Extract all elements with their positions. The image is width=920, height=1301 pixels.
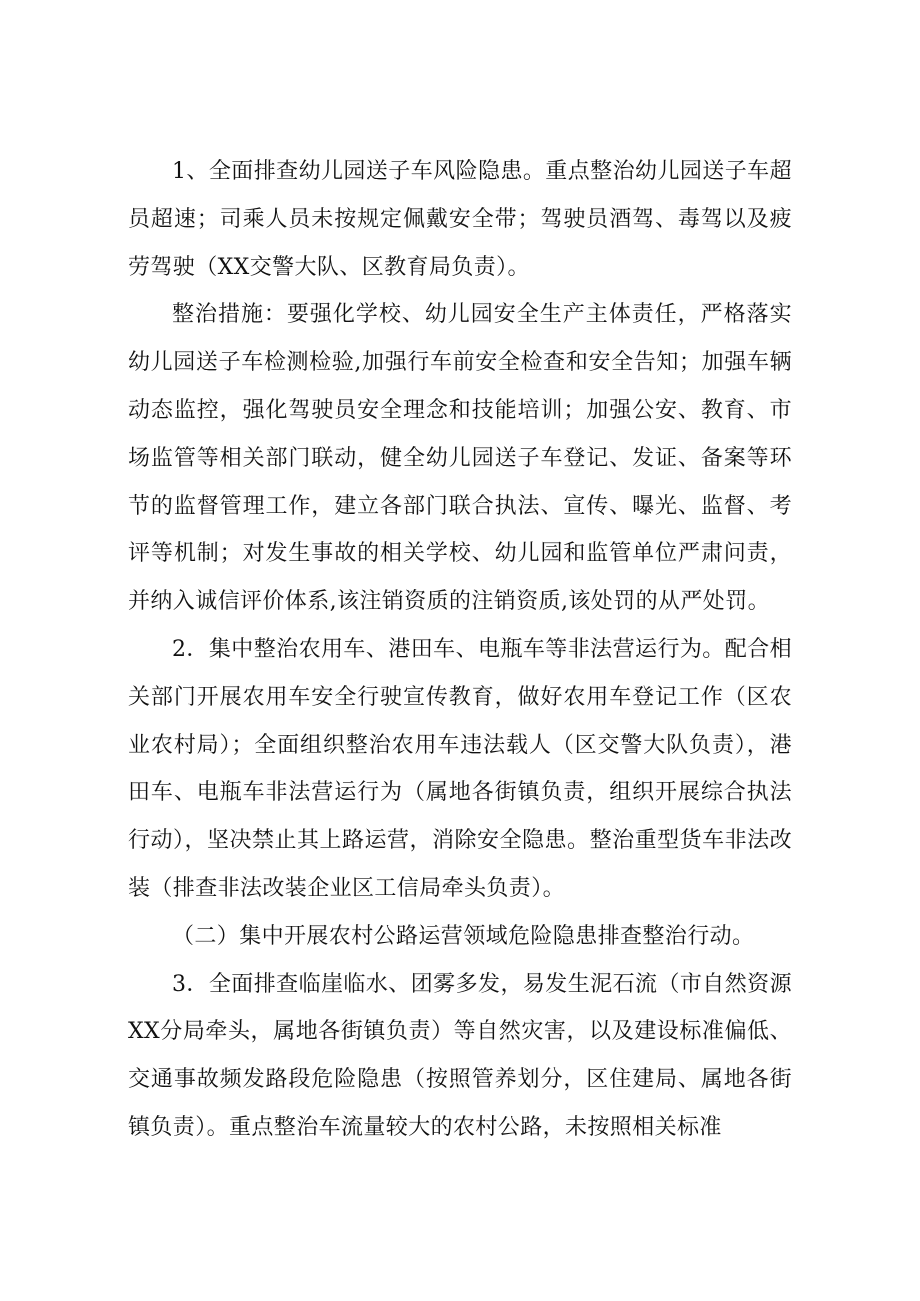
paragraph-2: 整治措施：要强化学校、幼儿园安全生产主体责任，严格落实幼儿园送子车检测检验,加强行车前安全检查和安全告知；加强车辆动态监控，强化驾驶员安全理念和技能培训；加强公安、教育、市场监管等相关部门联动，健全幼儿园送子车登记、发证、备案等环节的监督管理工作，建立各部门联合执法、宣传、曝光、监督、考评等机制；对发生事故的相关学校、幼儿园和监管单位严肃问责，并纳入诚信评价体系,该注销资质的注销资质,该处罚的从严处罚。 bbox=[128, 302, 792, 615]
paragraph-1: 1、全面排查幼儿园送子车风险隐患。重点整治幼儿园送子车超员超速；司乘人员未按规定佩戴安全带；驾驶员酒驾、毒驾以及疲劳驾驶（XX交警大队、区教育局负责）。 bbox=[128, 159, 792, 280]
paragraph-4: （二）集中开展农村公路运营领域危险隐患排查整治行动。 bbox=[172, 923, 755, 949]
paragraph-5: 3．全面排查临崖临水、团雾多发，易发生泥石流（市自然资源XX分局牵头，属地各街镇负责）等自然灾害，以及建设标准偏低、交通事故频发路段危险隐患（按照管养划分，区住建局、属地各街镇负责）。重点整治车流量较大的农村公路，未按照相关标准 bbox=[128, 971, 792, 1140]
document-body bbox=[128, 148, 792, 1152]
paragraph-3: 2．集中整治农用车、港田车、电瓶车等非法营运行为。配合相关部门开展农用车安全行驶宣传教育，做好农用车登记工作（区农业农村局）；全面组织整治农用车违法载人（区交警大队负责），港田车、电瓶车非法营运行为（属地各街镇负责，组织开展综合执法行动），坚决禁止其上路运营，消除安全隐患。整治重型货车非法改装（排查非法改装企业区工信局牵头负责）。 bbox=[128, 636, 792, 901]
